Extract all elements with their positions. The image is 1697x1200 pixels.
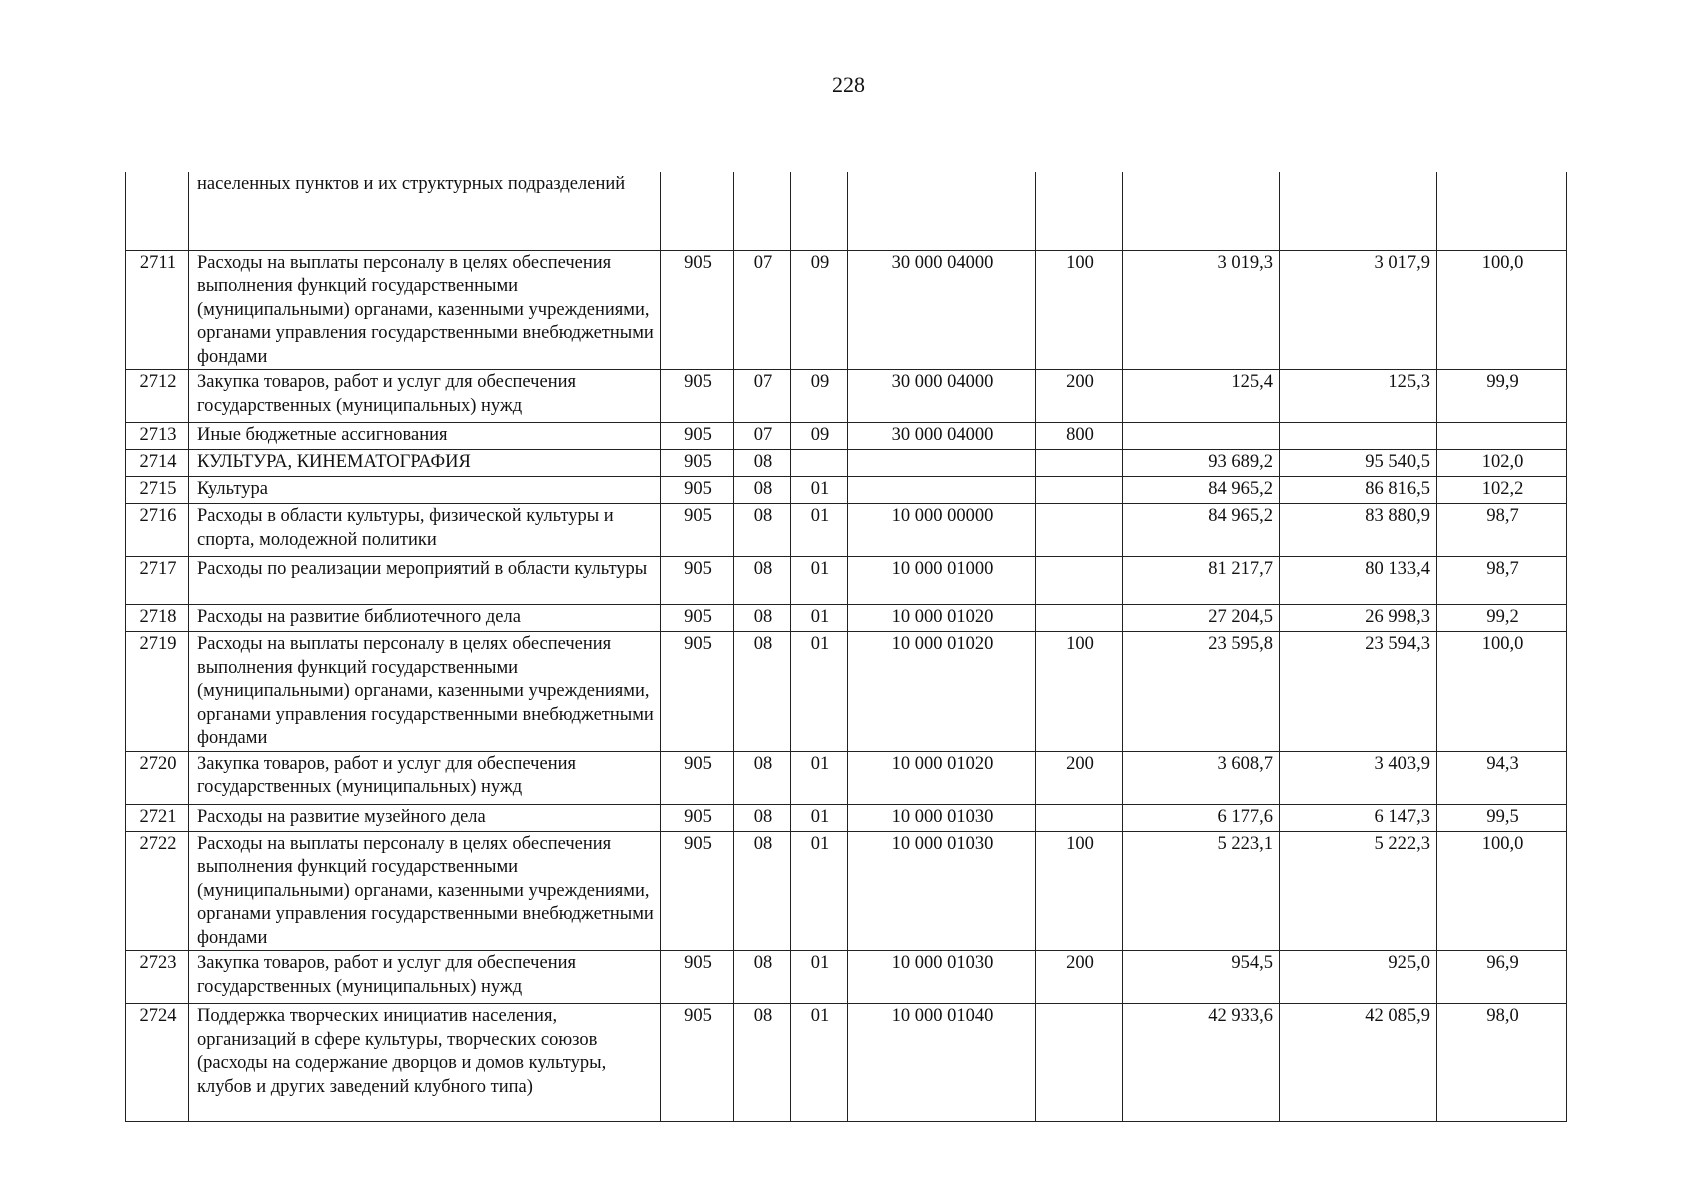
row-number-cell: 2717 [126, 557, 189, 605]
section-code-cell: 08 [734, 504, 791, 557]
plan-amount-cell: 125,4 [1123, 370, 1280, 423]
expense-type-cell: 100 [1036, 632, 1123, 752]
ved-code-cell: 905 [661, 804, 734, 831]
table-row [126, 605, 1567, 632]
row-number-cell: 2721 [126, 804, 189, 831]
expense-type-cell [1036, 1004, 1123, 1122]
percent-cell: 99,9 [1437, 370, 1567, 423]
fact-amount-cell: 83 880,9 [1280, 504, 1437, 557]
target-article-cell: 10 000 01000 [848, 557, 1036, 605]
table-row [126, 172, 1567, 250]
ved-code-cell: 905 [661, 423, 734, 450]
row-number-cell: 2713 [126, 423, 189, 450]
subsection-code-cell: 09 [791, 370, 848, 423]
row-number-cell: 2712 [126, 370, 189, 423]
row-name-cell: Закупка товаров, работ и услуг для обеспечения государственных (муниципальных) нужд [189, 951, 661, 1004]
plan-amount-cell: 5 223,1 [1123, 831, 1280, 951]
expense-type-cell: 100 [1036, 831, 1123, 951]
subsection-code-cell: 01 [791, 477, 848, 504]
percent-cell: 96,9 [1437, 951, 1567, 1004]
fact-amount-cell: 3 403,9 [1280, 751, 1437, 804]
subsection-code-cell: 01 [791, 951, 848, 1004]
plan-amount-cell: 3 019,3 [1123, 250, 1280, 370]
fact-amount-cell: 125,3 [1280, 370, 1437, 423]
fact-amount-cell: 5 222,3 [1280, 831, 1437, 951]
table-row [126, 370, 1567, 423]
expense-type-cell [1036, 450, 1123, 477]
table-row [126, 423, 1567, 450]
subsection-code-cell: 01 [791, 831, 848, 951]
row-name-cell: Закупка товаров, работ и услуг для обеспечения государственных (муниципальных) нужд [189, 751, 661, 804]
row-number-cell: 2723 [126, 951, 189, 1004]
plan-amount-cell: 84 965,2 [1123, 504, 1280, 557]
row-name-cell: Расходы на выплаты персоналу в целях обеспечения выполнения функций государственными (муниципальными) органами, казенными учреждениями, органами управления государственными внебюджетными фондами [189, 250, 661, 370]
row-number-cell: 2711 [126, 250, 189, 370]
plan-amount-cell: 84 965,2 [1123, 477, 1280, 504]
section-code-cell: 07 [734, 423, 791, 450]
expense-type-cell [1036, 477, 1123, 504]
plan-amount-cell: 81 217,7 [1123, 557, 1280, 605]
target-article-cell: 30 000 04000 [848, 370, 1036, 423]
target-article-cell [848, 450, 1036, 477]
ved-code-cell: 905 [661, 951, 734, 1004]
fact-amount-cell: 3 017,9 [1280, 250, 1437, 370]
plan-amount-cell: 42 933,6 [1123, 1004, 1280, 1122]
table-row [126, 632, 1567, 752]
section-code-cell: 08 [734, 450, 791, 477]
ved-code-cell: 905 [661, 751, 734, 804]
row-name-cell: Поддержка творческих инициатив населения, организаций в сфере культуры, творческих союзов (расходы на содержание дворцов и домов культуры, клубов и других заведений клубного типа) [189, 1004, 661, 1122]
target-article-cell [848, 477, 1036, 504]
subsection-code-cell [791, 172, 848, 250]
expense-type-cell: 100 [1036, 250, 1123, 370]
table-body [126, 172, 1567, 1122]
percent-cell: 100,0 [1437, 250, 1567, 370]
target-article-cell: 10 000 01030 [848, 951, 1036, 1004]
plan-amount-cell: 93 689,2 [1123, 450, 1280, 477]
row-name-cell: Расходы на развитие библиотечного дела [189, 605, 661, 632]
row-name-cell: Расходы на выплаты персоналу в целях обеспечения выполнения функций государственными (муниципальными) органами, казенными учреждениями, органами управления государственными внебюджетными фондами [189, 632, 661, 752]
subsection-code-cell [791, 450, 848, 477]
percent-cell: 100,0 [1437, 632, 1567, 752]
table-row [126, 504, 1567, 557]
fact-amount-cell: 80 133,4 [1280, 557, 1437, 605]
row-number-cell: 2719 [126, 632, 189, 752]
fact-amount-cell: 86 816,5 [1280, 477, 1437, 504]
percent-cell: 100,0 [1437, 831, 1567, 951]
row-name-cell: Иные бюджетные ассигнования [189, 423, 661, 450]
expense-type-cell: 200 [1036, 951, 1123, 1004]
section-code-cell: 08 [734, 831, 791, 951]
expense-type-cell [1036, 605, 1123, 632]
expense-type-cell: 200 [1036, 370, 1123, 423]
section-code-cell: 08 [734, 557, 791, 605]
percent-cell: 98,7 [1437, 557, 1567, 605]
table-row [126, 250, 1567, 370]
row-name-cell: Культура [189, 477, 661, 504]
percent-cell [1437, 172, 1567, 250]
percent-cell: 102,0 [1437, 450, 1567, 477]
target-article-cell: 10 000 01040 [848, 1004, 1036, 1122]
fact-amount-cell: 42 085,9 [1280, 1004, 1437, 1122]
percent-cell: 99,2 [1437, 605, 1567, 632]
plan-amount-cell: 6 177,6 [1123, 804, 1280, 831]
percent-cell: 102,2 [1437, 477, 1567, 504]
subsection-code-cell: 01 [791, 632, 848, 752]
ved-code-cell: 905 [661, 370, 734, 423]
ved-code-cell: 905 [661, 605, 734, 632]
plan-amount-cell: 954,5 [1123, 951, 1280, 1004]
row-number-cell [126, 172, 189, 250]
ved-code-cell: 905 [661, 504, 734, 557]
fact-amount-cell [1280, 423, 1437, 450]
ved-code-cell: 905 [661, 831, 734, 951]
ved-code-cell [661, 172, 734, 250]
target-article-cell: 10 000 01020 [848, 751, 1036, 804]
row-name-cell: Расходы в области культуры, физической культуры и спорта, молодежной политики [189, 504, 661, 557]
expense-type-cell [1036, 172, 1123, 250]
subsection-code-cell: 09 [791, 423, 848, 450]
plan-amount-cell: 3 608,7 [1123, 751, 1280, 804]
target-article-cell: 30 000 04000 [848, 250, 1036, 370]
subsection-code-cell: 01 [791, 557, 848, 605]
row-number-cell: 2714 [126, 450, 189, 477]
table-row [126, 1004, 1567, 1122]
percent-cell: 99,5 [1437, 804, 1567, 831]
plan-amount-cell [1123, 172, 1280, 250]
row-number-cell: 2720 [126, 751, 189, 804]
row-number-cell: 2715 [126, 477, 189, 504]
table-row [126, 450, 1567, 477]
section-code-cell: 08 [734, 751, 791, 804]
ved-code-cell: 905 [661, 477, 734, 504]
fact-amount-cell: 23 594,3 [1280, 632, 1437, 752]
row-number-cell: 2722 [126, 831, 189, 951]
plan-amount-cell: 23 595,8 [1123, 632, 1280, 752]
subsection-code-cell: 01 [791, 751, 848, 804]
ved-code-cell: 905 [661, 557, 734, 605]
target-article-cell: 10 000 01030 [848, 831, 1036, 951]
table-row [126, 804, 1567, 831]
row-name-cell: населенных пунктов и их структурных подразделений [189, 172, 661, 250]
row-name-cell: Закупка товаров, работ и услуг для обеспечения государственных (муниципальных) нужд [189, 370, 661, 423]
fact-amount-cell: 95 540,5 [1280, 450, 1437, 477]
section-code-cell: 08 [734, 804, 791, 831]
row-number-cell: 2716 [126, 504, 189, 557]
section-code-cell: 08 [734, 632, 791, 752]
percent-cell: 94,3 [1437, 751, 1567, 804]
subsection-code-cell: 01 [791, 804, 848, 831]
row-name-cell: Расходы на выплаты персоналу в целях обеспечения выполнения функций государственными (муниципальными) органами, казенными учреждениями, органами управления государственными внебюджетными фондами [189, 831, 661, 951]
subsection-code-cell: 09 [791, 250, 848, 370]
expense-type-cell: 200 [1036, 751, 1123, 804]
target-article-cell: 10 000 01030 [848, 804, 1036, 831]
target-article-cell: 10 000 01020 [848, 605, 1036, 632]
section-code-cell: 07 [734, 250, 791, 370]
ved-code-cell: 905 [661, 450, 734, 477]
subsection-code-cell: 01 [791, 1004, 848, 1122]
section-code-cell: 08 [734, 1004, 791, 1122]
ved-code-cell: 905 [661, 1004, 734, 1122]
target-article-cell: 10 000 00000 [848, 504, 1036, 557]
table-row [126, 951, 1567, 1004]
table-row [126, 831, 1567, 951]
subsection-code-cell: 01 [791, 504, 848, 557]
row-number-cell: 2724 [126, 1004, 189, 1122]
section-code-cell: 08 [734, 477, 791, 504]
section-code-cell: 07 [734, 370, 791, 423]
expense-type-cell: 800 [1036, 423, 1123, 450]
fact-amount-cell: 6 147,3 [1280, 804, 1437, 831]
section-code-cell [734, 172, 791, 250]
fact-amount-cell: 925,0 [1280, 951, 1437, 1004]
fact-amount-cell: 26 998,3 [1280, 605, 1437, 632]
row-number-cell: 2718 [126, 605, 189, 632]
expense-type-cell [1036, 557, 1123, 605]
percent-cell: 98,0 [1437, 1004, 1567, 1122]
row-name-cell: КУЛЬТУРА, КИНЕМАТОГРАФИЯ [189, 450, 661, 477]
subsection-code-cell: 01 [791, 605, 848, 632]
section-code-cell: 08 [734, 605, 791, 632]
table-row [126, 477, 1567, 504]
target-article-cell: 30 000 04000 [848, 423, 1036, 450]
table-row [126, 751, 1567, 804]
ved-code-cell: 905 [661, 632, 734, 752]
percent-cell: 98,7 [1437, 504, 1567, 557]
row-name-cell: Расходы по реализации мероприятий в области культуры [189, 557, 661, 605]
target-article-cell: 10 000 01020 [848, 632, 1036, 752]
ved-code-cell: 905 [661, 250, 734, 370]
percent-cell [1437, 423, 1567, 450]
expense-type-cell [1036, 804, 1123, 831]
expense-type-cell [1036, 504, 1123, 557]
plan-amount-cell: 27 204,5 [1123, 605, 1280, 632]
page-number: 228 [832, 72, 865, 97]
row-name-cell: Расходы на развитие музейного дела [189, 804, 661, 831]
budget-table [125, 172, 1567, 1122]
target-article-cell [848, 172, 1036, 250]
section-code-cell: 08 [734, 951, 791, 1004]
plan-amount-cell [1123, 423, 1280, 450]
table-row [126, 557, 1567, 605]
fact-amount-cell [1280, 172, 1437, 250]
